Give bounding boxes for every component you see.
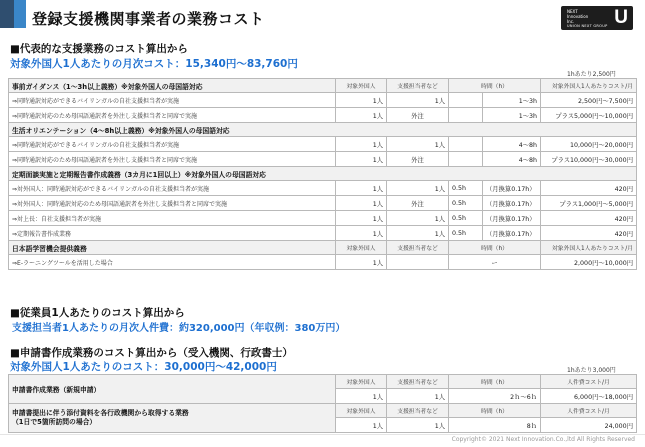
category-name: 日本語学習機会提供義務: [9, 241, 336, 255]
row-hours-b: （月換算0.17h）: [483, 211, 541, 226]
row-foreigner: 1人: [336, 152, 387, 167]
category-name: 生活オリエンテーション（4〜8h以上義務）※対象外国人の母国語対応: [9, 123, 637, 137]
row-desc: ⇒E-ラーニングツールを活用した場合: [9, 255, 336, 270]
table-row: [9, 93, 637, 108]
row-hours-a: [449, 93, 483, 108]
row-cost: プラス1,000円〜5,000円: [541, 196, 637, 211]
accent-bar: [0, 0, 14, 28]
row-staff: 1人: [387, 389, 449, 404]
table-row: [9, 137, 637, 152]
category-name-line1: 申請書提出に伴う添付資料を各行政機関から取得する業務: [12, 409, 189, 417]
row-cost: 420円: [541, 211, 637, 226]
support-cost-table: [8, 78, 637, 270]
row-hours: ー: [449, 255, 541, 270]
category-row: [9, 123, 637, 137]
row-desc: ⇒同時通訳対応ができるバイリンガルの自社支援担当者が実施: [9, 137, 336, 152]
table-row: [9, 181, 637, 196]
row-cost: 6,000円〜18,000円: [541, 389, 637, 404]
copyright-text: Copyright© 2021 Next Innovation.Co.,ltd All Rights Reserved: [451, 436, 635, 443]
col-cost: 人件費コスト/月: [541, 404, 637, 418]
row-cost: プラス10,000円〜30,000円: [541, 152, 637, 167]
row-desc: ⇒対上長：自社支援担当者が実施: [9, 211, 336, 226]
row-staff: 1人: [387, 418, 449, 433]
category-name: 定期面談実施と定期報告書作成義務（3カ月に1回以上）※対象外国人の母国語対応: [9, 167, 637, 181]
row-desc: ⇒定期報告書作成業務: [9, 226, 336, 241]
table-row: [9, 255, 637, 270]
section1-heading: ■代表的な支援業務のコスト算出から: [10, 43, 188, 55]
row-hours-a: 0.5h: [449, 196, 483, 211]
section2-heading: ■従業員1人あたりのコスト算出から: [10, 307, 185, 319]
col-hours: 時間（h）: [449, 404, 541, 418]
col-foreigner: 対象外国人: [336, 241, 387, 255]
section1-subheading: 対象外国人1人あたりの月次コスト：15,340円〜83,760円: [10, 58, 298, 70]
row-foreigner: 1人: [336, 137, 387, 152]
table-row: [9, 211, 637, 226]
row-foreigner: 1人: [336, 418, 387, 433]
row-desc: ⇒対外国人：同時通訳対応のため母国語通訳者を外注し支援担当者と同席で実施: [9, 196, 336, 211]
row-hours-a: 0.5h: [449, 181, 483, 196]
col-cost: 対象外国人1人あたりコスト/月: [541, 241, 637, 255]
row-foreigner: 1人: [336, 93, 387, 108]
application-cost-table: [8, 374, 637, 433]
section2-subheading: 支援担当者1人あたりの月次人件費：約320,000円（年収例：380万円）: [12, 323, 346, 334]
table-row: [9, 108, 637, 123]
row-hours-a: 0.5h: [449, 211, 483, 226]
row-desc: ⇒同時通訳対応ができるバイリンガルの自社支援担当者が実施: [9, 93, 336, 108]
row-staff: 外注: [387, 152, 449, 167]
category-name: [9, 404, 336, 433]
col-foreigner: 対象外国人: [336, 375, 387, 389]
footer-divider: [0, 434, 645, 435]
row-staff: 外注: [387, 108, 449, 123]
row-foreigner: 1人: [336, 196, 387, 211]
row-hours-a: [449, 137, 483, 152]
row-desc: ⇒同時通訳対応のため母国語通訳者を外注し支援担当者と同席で実施: [9, 108, 336, 123]
row-cost: 24,000円: [541, 418, 637, 433]
category-row: [9, 79, 637, 93]
row-hours-b: 4〜8h: [483, 137, 541, 152]
row-cost: プラス5,000円〜10,000円: [541, 108, 637, 123]
col-hours: 時間（h）: [449, 79, 541, 93]
section3-subheading: 対象外国人1人あたりのコスト：30,000円〜42,000円: [10, 361, 277, 373]
category-row: [9, 167, 637, 181]
company-logo: [561, 6, 633, 30]
table-row: [9, 196, 637, 211]
row-cost: 2,000円〜10,000円: [541, 255, 637, 270]
category-row: [9, 241, 637, 255]
col-cost: 人件費コスト/月: [541, 375, 637, 389]
logo-letter: U: [614, 7, 628, 28]
row-hours-b: （月換算0.17h）: [483, 226, 541, 241]
row-staff: 外注: [387, 196, 449, 211]
category-name: 事前ガイダンス（1〜3h以上義務）※対象外国人の母国語対応: [9, 79, 336, 93]
row-cost: 10,000円〜20,000円: [541, 137, 637, 152]
col-hours: 時間（h）: [449, 241, 541, 255]
col-hours: 時間（h）: [449, 375, 541, 389]
row-cost: 420円: [541, 181, 637, 196]
row-foreigner: 1人: [336, 181, 387, 196]
row-desc: ⇒同時通訳対応のため母国語通訳者を外注し支援担当者と同席で実施: [9, 152, 336, 167]
section3-rate-note: 1hあたり3,000円: [567, 367, 616, 374]
row-hours-b: 1〜3h: [483, 93, 541, 108]
row-foreigner: 1人: [336, 211, 387, 226]
row-staff: 1人: [387, 93, 449, 108]
accent-bar-secondary: [14, 0, 26, 28]
col-cost: 対象外国人1人あたりコスト/月: [541, 79, 637, 93]
row-foreigner: 1人: [336, 255, 387, 270]
row-desc: ⇒対外国人：同時通訳対応ができるバイリンガルの自社支援担当者が実施: [9, 181, 336, 196]
row-hours-b: 1〜3h: [483, 108, 541, 123]
row-staff: 1人: [387, 137, 449, 152]
row-hours: 8ｈ: [449, 418, 541, 433]
page-title: 登録支援機関事業者の業務コスト: [32, 10, 265, 28]
row-staff: 1人: [387, 211, 449, 226]
category-name-line2: （1日で5箇所訪問の場合）: [12, 418, 97, 426]
row-staff: [387, 255, 449, 270]
row-foreigner: 1人: [336, 389, 387, 404]
logo-group-name: UNION NEXT GROUP: [567, 24, 608, 28]
col-staff: 支援担当者など: [387, 375, 449, 389]
table-row: [9, 152, 637, 167]
col-staff: 支援担当者など: [387, 79, 449, 93]
row-hours-a: [449, 152, 483, 167]
row-cost: 420円: [541, 226, 637, 241]
row-foreigner: 1人: [336, 108, 387, 123]
category-name: 申請書作成業務（新規申請）: [9, 375, 336, 404]
row-hours-a: 0.5h: [449, 226, 483, 241]
logo-text: NEXT Innovation Inc.: [567, 9, 589, 24]
row-hours-a: [449, 108, 483, 123]
section3-heading: ■申請書作成業務のコスト算出から（受入機関、行政書士）: [10, 347, 293, 359]
row-hours: 2ｈ〜6ｈ: [449, 389, 541, 404]
row-staff: 1人: [387, 181, 449, 196]
row-foreigner: 1人: [336, 226, 387, 241]
col-staff: 支援担当者など: [387, 404, 449, 418]
section1-rate-note: 1hあたり2,500円: [567, 71, 616, 78]
table-row: [9, 226, 637, 241]
row-hours-b: （月換算0.17h）: [483, 196, 541, 211]
row-hours-b: 4〜8h: [483, 152, 541, 167]
category-row: [9, 375, 637, 389]
col-foreigner: 対象外国人: [336, 79, 387, 93]
col-foreigner: 対象外国人: [336, 404, 387, 418]
col-staff: 支援担当者など: [387, 241, 449, 255]
row-hours-b: （月換算0.17h）: [483, 181, 541, 196]
category-row: [9, 404, 637, 418]
row-staff: 1人: [387, 226, 449, 241]
row-cost: 2,500円〜7,500円: [541, 93, 637, 108]
